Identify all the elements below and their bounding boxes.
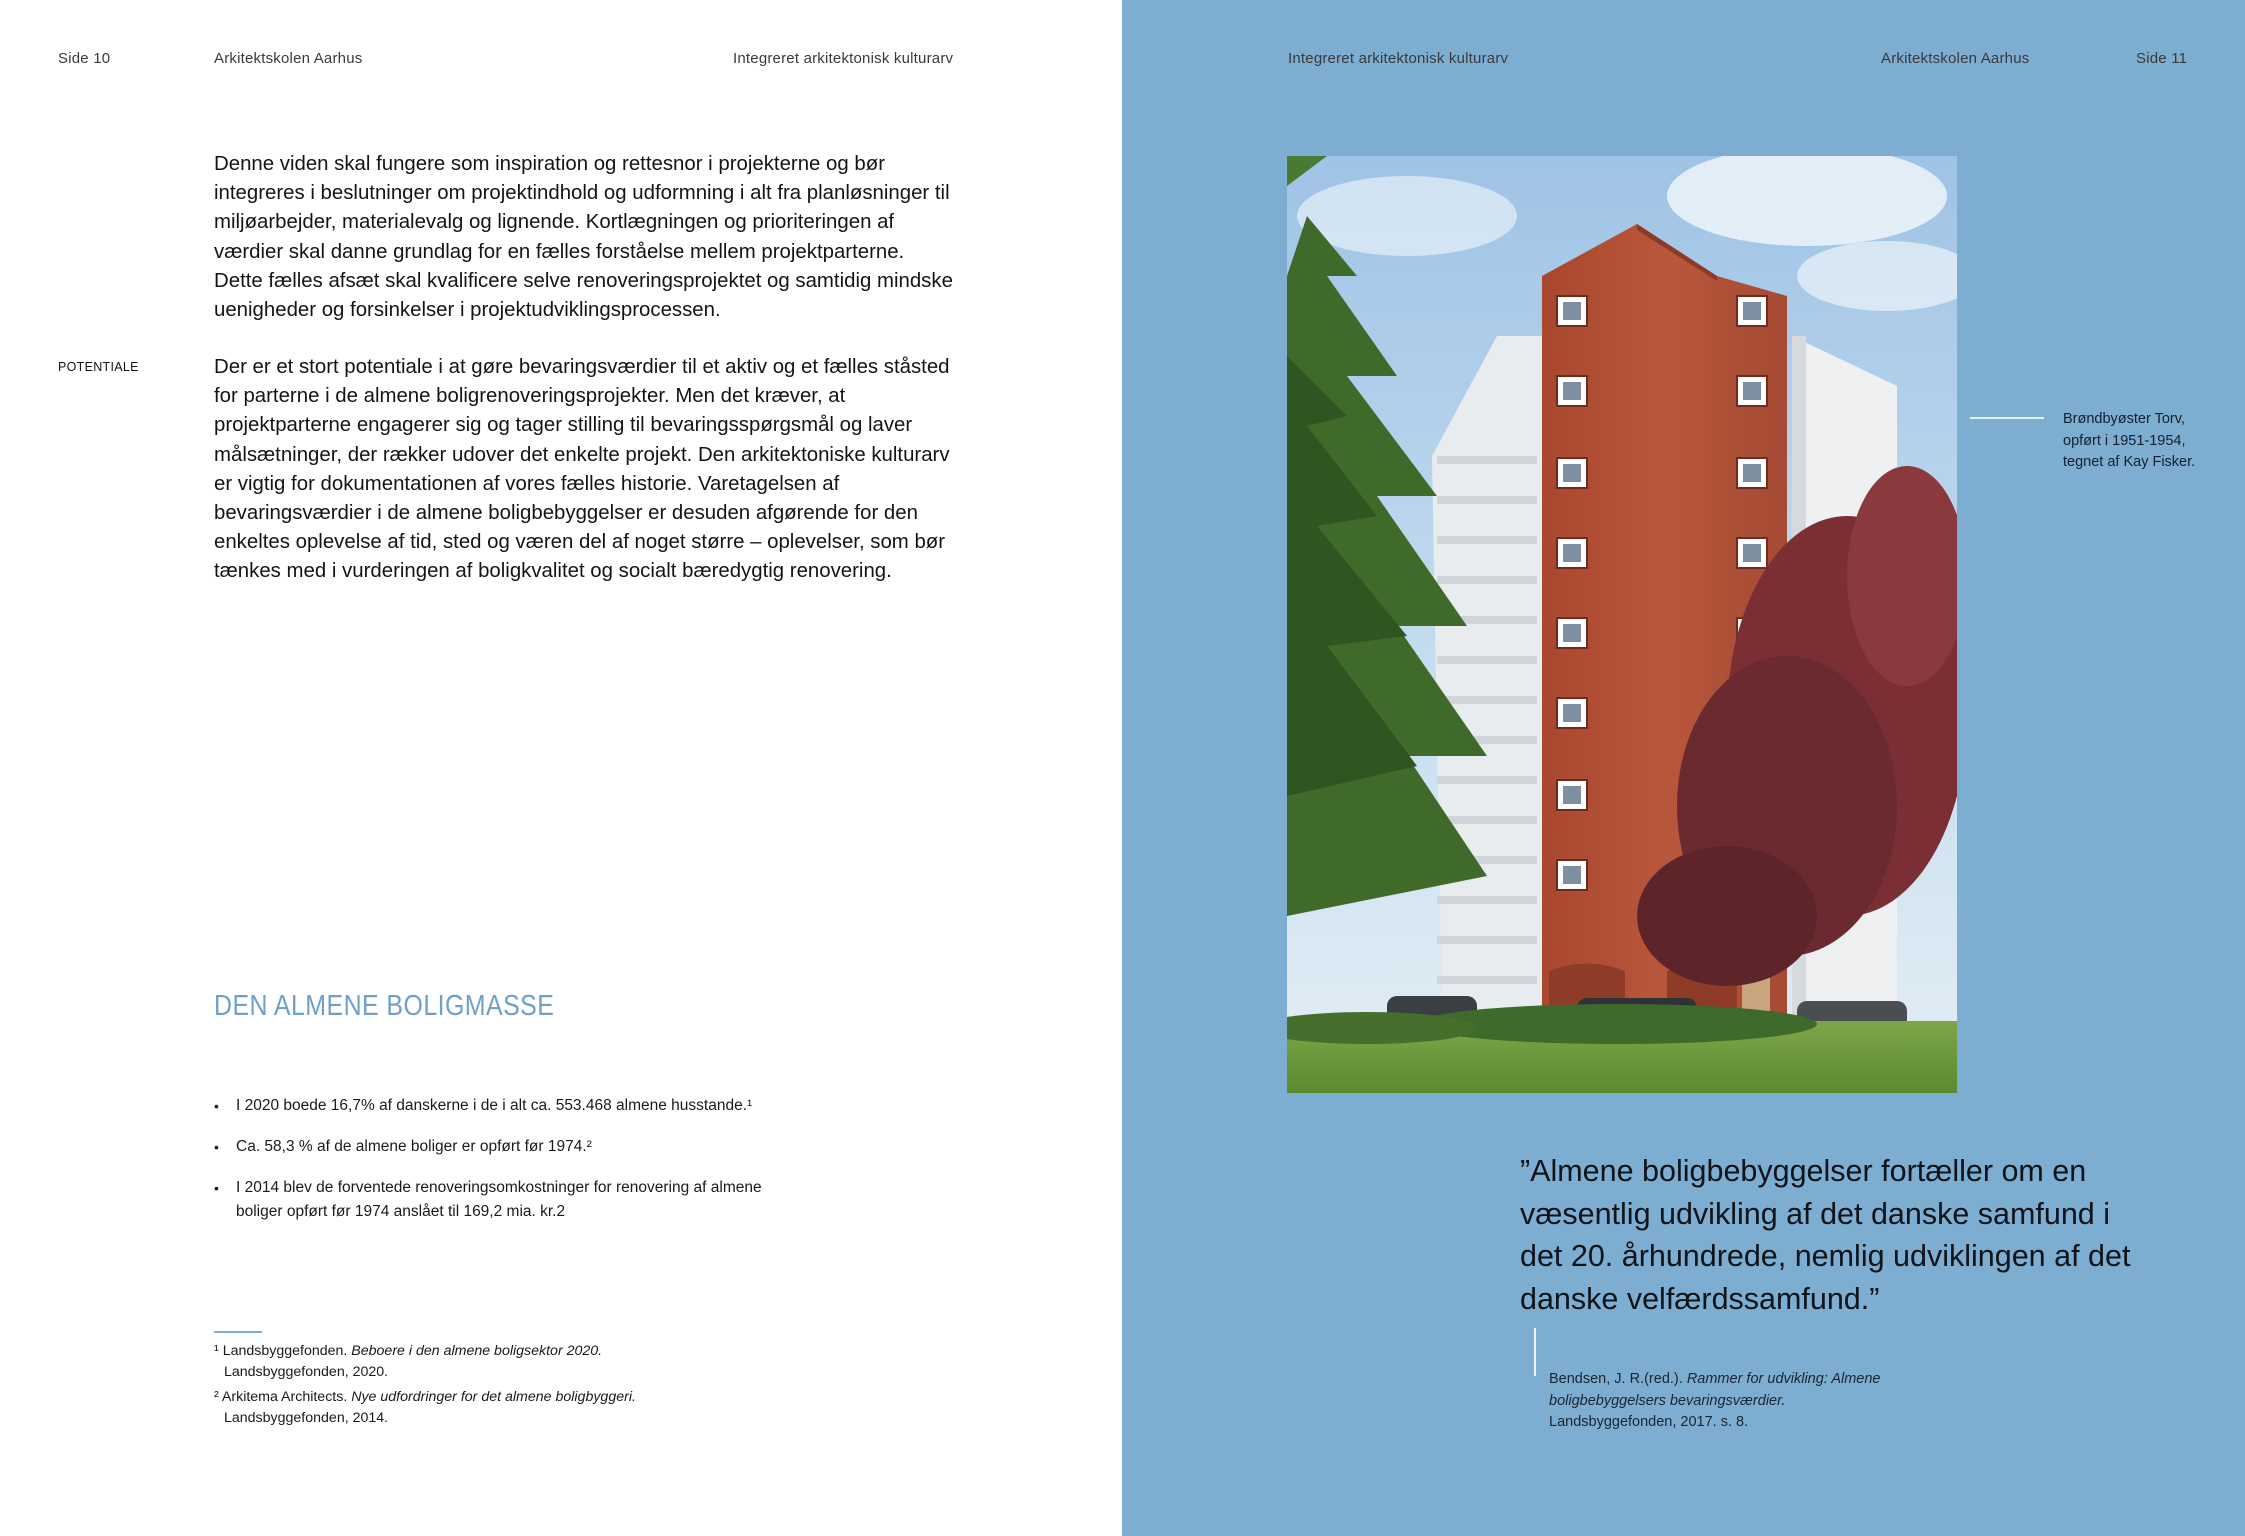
building-illustration	[1287, 156, 1957, 1093]
pull-quote: ”Almene boligbebyggelser fortæller om en væsentlig udvikling af det danske samfund i det 20. århundrede, nemlig udviklingen af det danske velfærdssamfund.”	[1520, 1154, 2131, 1316]
quote-source	[1549, 1369, 1969, 1434]
photo-caption: Brøndbyøster Torv, opført i 1951-1954, tegnet af Kay Fisker.	[2063, 411, 2196, 470]
footnote-marker: ²	[214, 1389, 219, 1405]
source-title: Rammer for udvikling: Almene boligbebyggelsers bevaringsværdier.	[1549, 1371, 1881, 1409]
footnote-title: Nye udfordringer for det almene boligbyggeri.	[351, 1389, 636, 1405]
fact-list	[214, 1094, 774, 1241]
intro-paragraph: Denne viden skal fungere som inspiration og rettesnor i projekterne og bør integreres i beslutninger om projektindhold og udformning i alt fra planløsninger til miljøarbejder, materialevalg og lignende. Kortlægningen og prioriteringen af værdier skal danne grundlag for en fælles forståelse mellem projektparterne. Dette fælles afsæt skal kvalificere selve renoveringsprojektet og samtidig mindske uenigheder og forsinkelser i projektudviklingsprocessen.	[214, 153, 953, 322]
footnote-title: Beboere i den almene boligsektor 2020.	[351, 1343, 603, 1359]
header-institution-left: Arkitektskolen Aarhus	[214, 50, 363, 67]
fact-item: • I 2020 boede 16,7% af danskerne i de i alt ca. 553.468 almene husstande.¹	[214, 1094, 774, 1118]
section-heading: DEN ALMENE BOLIGMASSE	[214, 990, 555, 1022]
footnote-author: Arkitema Architects.	[221, 1389, 348, 1405]
fact-item: • Ca. 58,3 % af de almene boliger er opført før 1974.²	[214, 1135, 774, 1159]
footnote	[214, 1341, 774, 1383]
header-publication-left: Integreret arkitektonisk kulturarv	[733, 50, 954, 67]
building-photo	[1287, 156, 1957, 1093]
page-number-right: Side 11	[2136, 50, 2188, 67]
side-label-potentiale: POTENTIALE	[58, 360, 139, 374]
footnotes	[214, 1341, 774, 1433]
quote-divider	[1534, 1328, 1536, 1376]
footnote-divider	[214, 1331, 262, 1333]
page-number-left: Side 10	[58, 50, 111, 67]
footnote-author: Landsbyggefonden.	[222, 1343, 348, 1359]
header-institution-right: Arkitektskolen Aarhus	[1881, 50, 2030, 67]
left-page	[0, 0, 1122, 1536]
source-author: Bendsen, J. R.(red.).	[1549, 1371, 1683, 1387]
potentiale-paragraph: Der er et stort potentiale i at gøre bevaringsværdier til et aktiv og et fælles ståsted for parterne i de almene boligrenoveringsprojekter. Men det kræver, at projektparterne engagerer sig og tager stilling til bevaringsspørgsmål og laver målsætninger, der rækker udover det enkelte projekt. Den arkitektoniske kulturarv er vigtig for dokumentationen af vores fælles historie. Varetagelsen af bevaringsværdier i de almene boligbebyggelser er desuden afgørende for den enkeltes oplevelse af tid, sted og væren del af noget større – oplevelser, som bør tænkes med i vurderingen af boligkvalitet og socialt bæredygtig renovering.	[214, 356, 950, 583]
caption-divider	[1970, 417, 2044, 419]
footnote-marker: ¹	[214, 1343, 219, 1359]
footnote-publisher: Landsbyggefonden, 2014.	[224, 1410, 389, 1426]
footnote	[214, 1387, 774, 1429]
footnote-publisher: Landsbyggefonden, 2020.	[224, 1364, 389, 1380]
header-publication-right: Integreret arkitektonisk kulturarv	[1288, 50, 1509, 67]
fact-item: • I 2014 blev de forventede renoveringsomkostninger for renovering af almene boliger opført før 1974 anslået til 169,2 mia. kr.2	[214, 1176, 774, 1224]
source-publisher: Landsbyggefonden, 2017. s. 8.	[1549, 1414, 1749, 1430]
